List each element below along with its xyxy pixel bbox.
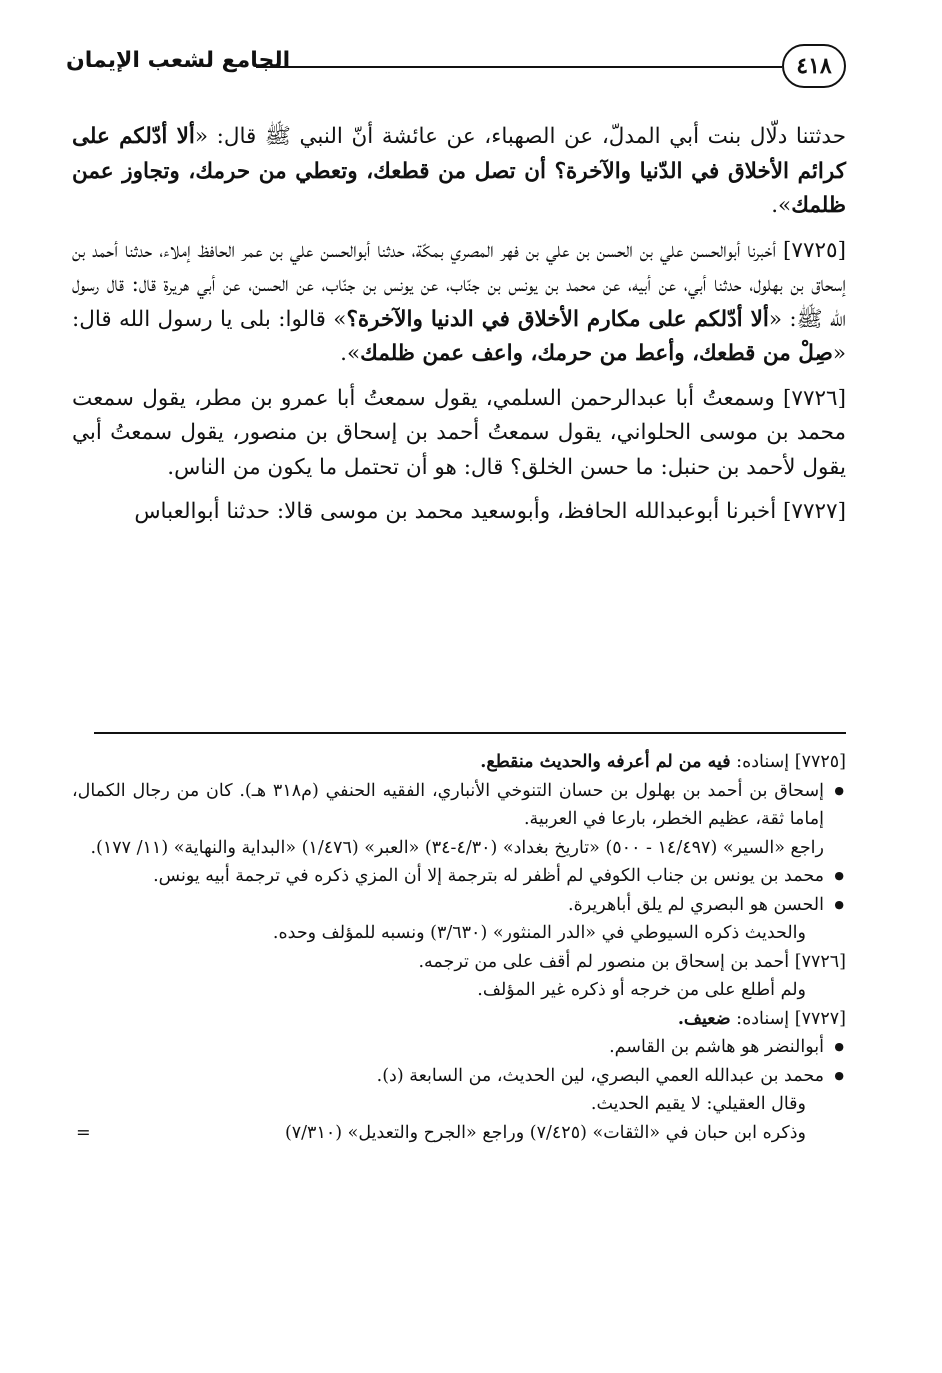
hadith-text: ألا أدّلكم على مكارم الأخلاق في الدنيا والآخرة؟	[346, 306, 769, 332]
footnote-label: [٧٧٢٧] إسناده:	[730, 1008, 846, 1029]
footnote-7725-heading	[72, 748, 846, 777]
footnote-note: وقال العقيلي: لا يقيم الحديث.	[590, 1094, 806, 1114]
paragraph	[72, 234, 846, 372]
paragraph	[72, 495, 846, 530]
footnote-separator	[94, 732, 846, 734]
page-number: ٤١٨	[782, 44, 846, 88]
footnotes	[72, 748, 846, 1147]
main-text	[72, 120, 846, 540]
paragraph-text: حدثتنا دلّال بنت أبي المدلّ، عن الصهباء، عن عائشة أنّ النبي ﷺ قال: «	[194, 124, 846, 149]
header-rule	[256, 66, 782, 68]
footnote-note	[72, 1119, 846, 1148]
paragraph-text: [٧٧٢٥] أخبرنا أبوالحسن علي بن الحسن بن علي بن فهر المصري بمكّة، حدثنا أبوالحسن علي بن عمر الحافظ إملاء، حدثنا أحمد بن إسحاق بن بهلول، حدثنا أبي، عن أبيه، عن محمد بن يونس بن جنّاب، عن يونس بن جنّاب، عن الحسن، عن أبي هريرة قال: قال رسول الله ﷺ: «	[72, 237, 846, 332]
paragraph-text: ».	[771, 193, 792, 218]
footnote-bullet: ● الحسن هو البصري لم يلق أباهريرة.	[72, 891, 846, 920]
footnote-note-text: وذكره ابن حبان في «الثقات» (٧/٤٢٥) وراجع «الجرح والتعديل» (٧/٣١٠)	[284, 1122, 806, 1143]
continuation-mark: =	[76, 1122, 91, 1143]
paragraph	[72, 120, 846, 224]
footnote-note: ولم أطلع على من خرجه أو ذكره غير المؤلف.	[477, 980, 806, 1000]
footnote-verdict: فيه من لم أعرفه والحديث منقطع.	[480, 752, 731, 772]
footnote-note: والحديث ذكره السيوطي في «الدر المنثور» (٣/٦٣٠) ونسبه للمؤلف وحده.	[272, 923, 806, 943]
footnote-label: [٧٧٢٥] إسناده:	[730, 752, 846, 772]
hadith-text: ألا أدّلكم على كرائم الأخلاق في الدّنيا والآخرة؟ أن تصل من قطعك، وتعطي من حرمك، وتجاوز عمن ظلمك	[72, 124, 846, 218]
footnote-bullet: ● محمد بن عبدالله العمي البصري، لين الحديث، من السابعة (د).	[72, 1062, 846, 1091]
paragraph-text: ».	[340, 341, 361, 366]
paragraph-text: » قالوا: بلى يا رسول الله قال: «	[72, 306, 846, 366]
footnote-7727-heading	[72, 1005, 846, 1034]
running-title: الجامع لشعب الإيمان	[66, 48, 291, 73]
footnote-bullet: ● محمد بن يونس بن جناب الكوفي لم أظفر له بترجمة إلا أن المزي ذكره في ترجمة أبيه يونس.	[72, 862, 846, 891]
page-header	[66, 44, 846, 94]
footnote-bullet: ● أبوالنضر هو هاشم بن القاسم.	[72, 1033, 846, 1062]
paragraph	[72, 382, 846, 486]
footnote-verdict: ضعيف.	[677, 1008, 731, 1029]
footnote-7726: [٧٧٢٦] أحمد بن إسحاق بن منصور لم أقف على من ترجمه.	[418, 951, 846, 972]
paragraph-text: [٧٧٢٧] أخبرنا أبوعبدالله الحافظ، وأبوسعيد محمد بن موسى قالا: حدثنا أبوالعباس	[134, 499, 846, 524]
footnote-bullet: ● إسحاق بن أحمد بن بهلول بن حسان التنوخي الأنباري، الفقيه الحنفي (م٣١٨ هـ). كان من رجال الكمال، إماما ثقة، عظيم الخطر، بارعا في العربية.	[72, 777, 846, 834]
footnote-reference: راجع «السير» (١٤/٤٩٧ - ٥٠٠) «تاريخ بغداد» (٤/٣٠-٣٤) «العبر» (١/٤٧٦) «البداية والنهاية» (١١/ ١٧٧).	[90, 837, 824, 858]
paragraph-text: [٧٧٢٦] وسمعتُ أبا عبدالرحمن السلمي، يقول سمعتُ أبا عمرو بن مطر، يقول سمعت محمد بن موسى الحلواني، يقول سمعتُ أحمد بن إسحاق بن منصور، يقول سمعتُ أبي يقول لأحمد بن حنبل: ما حسن الخلق؟ قال: هو أن تحتمل ما يكون من الناس.	[72, 385, 846, 480]
hadith-text: صِلْ من قطعك، وأعط من حرمك، واعف عمن ظلمك	[360, 341, 833, 366]
